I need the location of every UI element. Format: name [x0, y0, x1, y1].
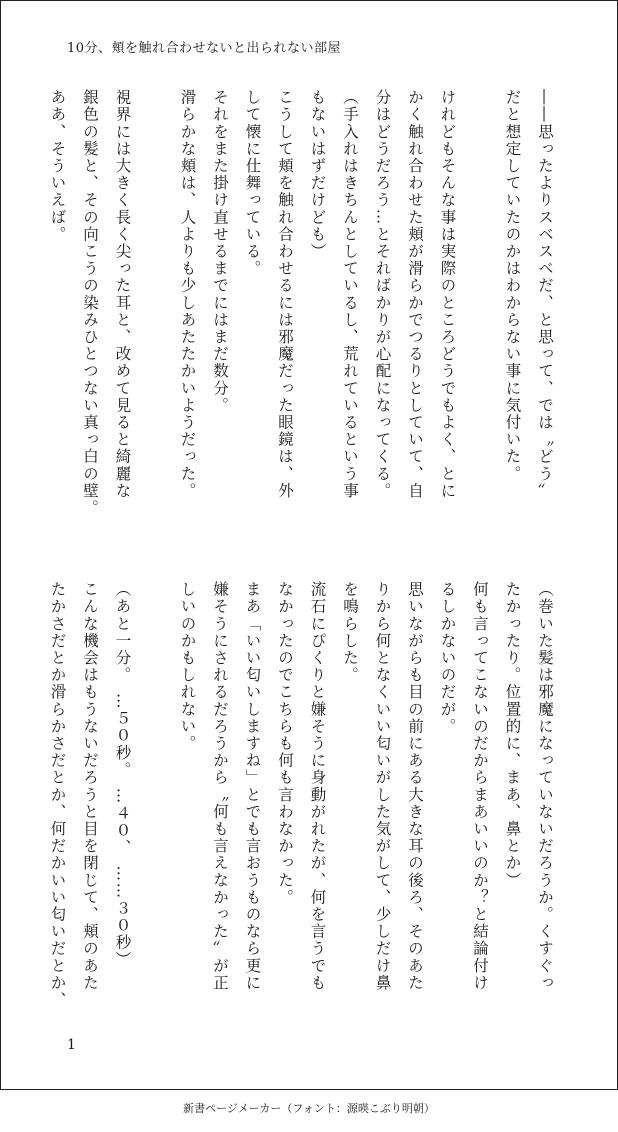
text-line: ああ、そういえば。: [48, 89, 67, 243]
text-line: （あと一分。 …５０秒。 …４０、 ……３０秒）: [113, 581, 132, 969]
text-line: 思いながらも目の前にある大きな耳の後ろ、そのあた: [406, 581, 424, 992]
text-line: だと想定していたのかはわからない事に気付いた。: [503, 89, 522, 483]
text-block-top: [48, 89, 561, 539]
text-line: もないはずだけども）: [308, 89, 327, 260]
text-line: 視界には大きく長く尖った耳と、改めて見ると綺麗な: [113, 89, 132, 500]
text-line: 分はどうだろう…とそればかりが心配になってくる。: [373, 89, 392, 500]
text-line: しいのかもしれない。: [178, 581, 197, 752]
page-title: 10分、頬を触れ合わせないと出られない部屋: [67, 41, 342, 56]
text-line: （巻いた髪は邪魔になっていないだろうか。くすぐっ: [536, 581, 554, 992]
text-line: りから何となくいい匂いがした気がして、少しだけ鼻: [373, 581, 392, 992]
text-line: 流石にぴくりと嫌そうに身動がれたが、何を言うでも: [308, 581, 327, 992]
text-line: ――思ったよりスベスベだ、と思って、では〝どう〟: [536, 89, 554, 500]
text-line: それをまた掛け直せるまでにはまだ数分。: [211, 89, 229, 414]
text-line: [464, 89, 497, 539]
page-number: 1: [67, 1037, 76, 1053]
text-line: [139, 581, 172, 1006]
text-line: たかったり。位置的に、まあ、鼻とか）: [503, 581, 522, 889]
text-line: 嫌そうにされるだろうから〝何も言えなかった〟が正: [211, 581, 229, 992]
text-line: るしかないのだが。: [438, 581, 457, 735]
text-block-bottom: [48, 581, 561, 1009]
text-line: して懐に仕舞っている。: [243, 89, 262, 278]
footer-credit: 新書ページメーカー（フォント：源暎こぶり明朝）: [183, 1102, 435, 1115]
text-line: なかったのでこちらも何も言わなかった。: [276, 581, 294, 906]
text-line: まあ「いい匂いしますね」とでも言おうものなら更に: [243, 581, 262, 992]
text-line: 銀色の髪と、その向こうの染みひとつない真っ白の壁。: [81, 89, 99, 517]
text-line: [139, 89, 172, 539]
text-line: たかさだとか滑らかさだとか、何だかいい匂いだとか、: [48, 581, 67, 1009]
text-line: こんな機会はもうないだろうと目を閉じて、頬のあた: [81, 581, 99, 992]
text-line: （手入れはきちんとしているし、荒れているという事: [341, 89, 359, 500]
text-line: こうして頬を触れ合わせるには邪魔だった眼鏡は、外: [276, 89, 294, 500]
text-line: けれどもそんな事は実際のところどうでもよく、とに: [438, 89, 457, 500]
text-line: かく触れ合わせた頬が滑らかでつるりとしていて、自: [406, 89, 424, 500]
text-line: を鳴らした。: [341, 581, 359, 684]
text-line: 滑らかな頬は、人よりも少しあたたかいようだった。: [178, 89, 197, 500]
text-line: 何も言ってこないのだからまあいいのか？と結論付け: [471, 581, 489, 992]
